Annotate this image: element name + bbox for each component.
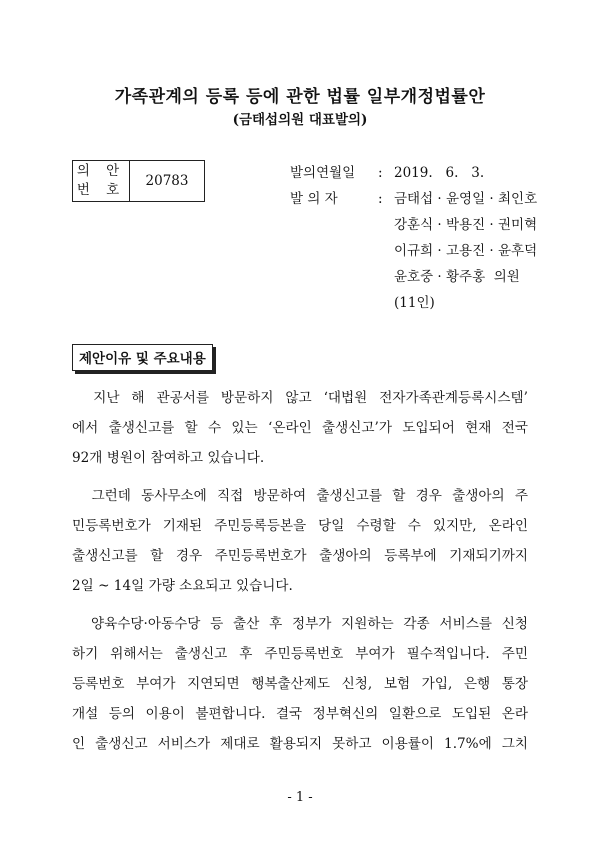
bill-number-value: 20783	[130, 161, 205, 202]
bill-number-label-line2: 번 호	[76, 182, 126, 198]
section-heading: 제안이유 및 주요내용	[72, 344, 213, 371]
body-line: 92개 병원이 참여하고 있습니다.	[72, 450, 265, 466]
document-subtitle: (금태섭의원 대표발의)	[232, 112, 368, 128]
body-line: 에서 출생신고를 할 수 있는 ‘온라인 출생신고’가 도입되어 현재 전국	[72, 420, 528, 436]
body-line: 양육수당·아동수당 등 출산 후 정부가 지원하는 각종 서비스를 신청	[72, 616, 528, 632]
body-line: 하기 위해서는 출생신고 후 주민등록번호 부여가 필수적입니다. 주민	[72, 646, 528, 662]
page-number: - 1 -	[287, 790, 313, 805]
proposers-line: 이규희 · 고용진 · 윤후덕	[394, 243, 538, 259]
proposers-line: 윤호중 · 황주홍 의원	[394, 269, 520, 285]
body-line: 2일 ~ 14일 가량 소요되고 있습니다.	[72, 578, 293, 594]
proposal-date-value: 2019. 6. 3.	[394, 165, 485, 181]
body-text	[72, 383, 528, 759]
proposers-line: 강훈식 · 박용진 · 권미혁	[394, 217, 538, 233]
document-title: 가족관계의 등록 등에 관한 법률 일부개정법률안	[114, 87, 486, 107]
body-line: 민등록번호가 기재된 주민등록등본을 당일 수령할 수 있지만, 온라인	[72, 518, 528, 534]
proposal-date-row	[290, 160, 537, 186]
proposers-list	[394, 186, 537, 316]
proposal-date-label: 발의연월일	[290, 165, 356, 181]
bill-number-label-line1: 의 안	[76, 163, 126, 179]
proposal-date-colon: :	[378, 165, 383, 181]
proposers-count: (11인)	[394, 295, 435, 311]
bill-number-label	[73, 161, 130, 202]
bill-meta	[290, 160, 537, 316]
body-line: 지난 해 관공서를 방문하지 않고 ‘대법원 전자가족관계등록시스템’	[72, 390, 528, 406]
bill-number-box	[72, 160, 205, 202]
proposers-label: 발 의 자	[290, 191, 338, 207]
body-line: 인 출생신고 서비스가 제대로 활용되지 못하고 이용률이 1.7%에 그치	[72, 736, 528, 752]
proposers-line: 금태섭 · 윤영일 · 최인호	[394, 191, 538, 207]
body-line: 개설 등의 이용이 불편합니다. 결국 정부혁신의 일환으로 도입된 온라	[72, 706, 528, 722]
body-line: 등록번호 부여가 지연되면 행복출산제도 신청, 보험 가입, 은행 통장	[72, 676, 528, 692]
body-line: 그런데 동사무소에 직접 방문하여 출생신고를 할 경우 출생아의 주	[72, 488, 528, 504]
proposers-row	[290, 186, 537, 316]
body-line: 출생신고를 할 경우 주민등록번호가 출생아의 등록부에 기재되기까지	[72, 548, 528, 564]
proposers-colon: :	[378, 191, 383, 207]
